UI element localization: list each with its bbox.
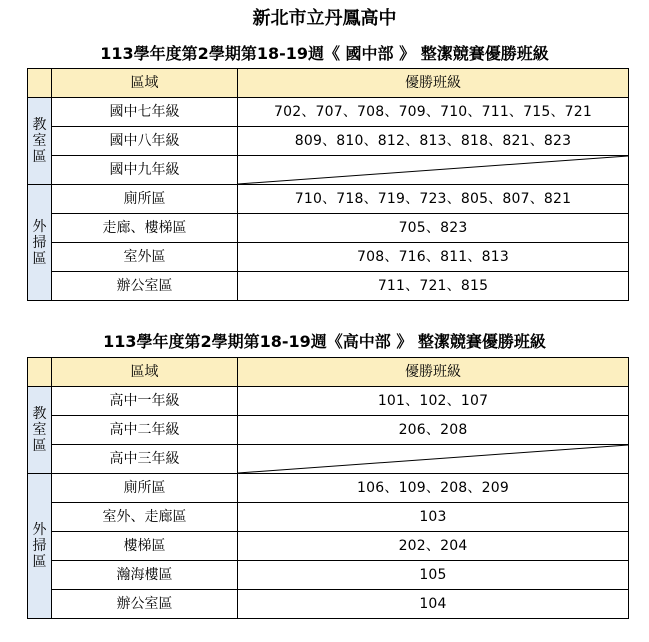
area-cell: 國中八年級 <box>52 127 238 156</box>
table-row <box>28 156 629 185</box>
area-cell: 廁所區 <box>52 185 238 214</box>
senior-award-table <box>27 357 629 619</box>
winners-cell: 103 <box>238 503 629 532</box>
table-row <box>28 272 629 301</box>
area-cell: 辦公室區 <box>52 590 238 619</box>
table-row <box>28 445 629 474</box>
group-char: 掃 <box>32 538 47 554</box>
winners-cell: 202、204 <box>238 532 629 561</box>
area-cell: 走廊、樓梯區 <box>52 214 238 243</box>
table-row <box>28 561 629 590</box>
winners-cell: 206、208 <box>238 416 629 445</box>
area-cell: 國中九年級 <box>52 156 238 185</box>
winners-cell: 708、716、811、813 <box>238 243 629 272</box>
group-label-classroom <box>28 387 52 474</box>
area-cell: 高中三年級 <box>52 445 238 474</box>
winners-cell: 104 <box>238 590 629 619</box>
area-cell: 廁所區 <box>52 474 238 503</box>
table-row <box>28 214 629 243</box>
table-row <box>28 416 629 445</box>
table-row <box>28 98 629 127</box>
group-char: 外 <box>32 522 47 538</box>
group-label-outdoor <box>28 474 52 619</box>
area-cell: 辦公室區 <box>52 272 238 301</box>
winners-cell: 809、810、812、813、818、821、823 <box>238 127 629 156</box>
area-cell: 室外、走廊區 <box>52 503 238 532</box>
table-row <box>28 243 629 272</box>
table-row <box>28 532 629 561</box>
group-char: 室 <box>32 133 47 149</box>
winners-cell: 710、718、719、723、805、807、821 <box>238 185 629 214</box>
diagonal-strike-line <box>238 156 628 184</box>
winners-cell: 702、707、708、709、710、711、715、721 <box>238 98 629 127</box>
group-char: 教 <box>32 406 47 422</box>
header-winners: 優勝班級 <box>238 69 629 98</box>
group-char: 教 <box>32 117 47 133</box>
group-label-outdoor <box>28 185 52 301</box>
winners-cell: 711、721、815 <box>238 272 629 301</box>
table-row <box>28 474 629 503</box>
junior-section-title: 113學年度第2學期第18-19週《 國中部 》 整潔競賽優勝班級 <box>100 44 549 63</box>
table-row <box>28 503 629 532</box>
area-cell: 高中二年級 <box>52 416 238 445</box>
header-corner-cell <box>28 358 52 387</box>
group-char: 掃 <box>32 234 47 251</box>
area-cell: 樓梯區 <box>52 532 238 561</box>
area-cell: 瀚海樓區 <box>52 561 238 590</box>
area-cell: 室外區 <box>52 243 238 272</box>
table-row <box>28 387 629 416</box>
winners-cell: 106、109、208、209 <box>238 474 629 503</box>
table-row <box>28 185 629 214</box>
empty-winners-cell <box>238 156 629 185</box>
winners-cell: 105 <box>238 561 629 590</box>
junior-award-table <box>27 68 629 301</box>
group-char: 區 <box>32 149 47 165</box>
senior-section-title: 113學年度第2學期第18-19週《高中部 》 整潔競賽優勝班級 <box>103 332 546 351</box>
table-header-row <box>28 69 629 98</box>
area-cell: 高中一年級 <box>52 387 238 416</box>
header-corner-cell <box>28 69 52 98</box>
school-title: 新北市立丹鳳高中 <box>252 8 397 29</box>
diagonal-strike-line <box>238 445 628 473</box>
header-area: 區域 <box>52 69 238 98</box>
table-header-row <box>28 358 629 387</box>
table-row <box>28 127 629 156</box>
group-char: 室 <box>32 422 47 438</box>
winners-cell: 705、823 <box>238 214 629 243</box>
group-char: 區 <box>32 554 47 570</box>
group-char: 區 <box>32 250 47 267</box>
area-cell: 國中七年級 <box>52 98 238 127</box>
header-area: 區域 <box>52 358 238 387</box>
table-row <box>28 590 629 619</box>
group-char: 區 <box>32 438 47 454</box>
winners-cell: 101、102、107 <box>238 387 629 416</box>
empty-winners-cell <box>238 445 629 474</box>
header-winners: 優勝班級 <box>238 358 629 387</box>
group-label-classroom <box>28 98 52 185</box>
group-char: 外 <box>32 218 47 235</box>
